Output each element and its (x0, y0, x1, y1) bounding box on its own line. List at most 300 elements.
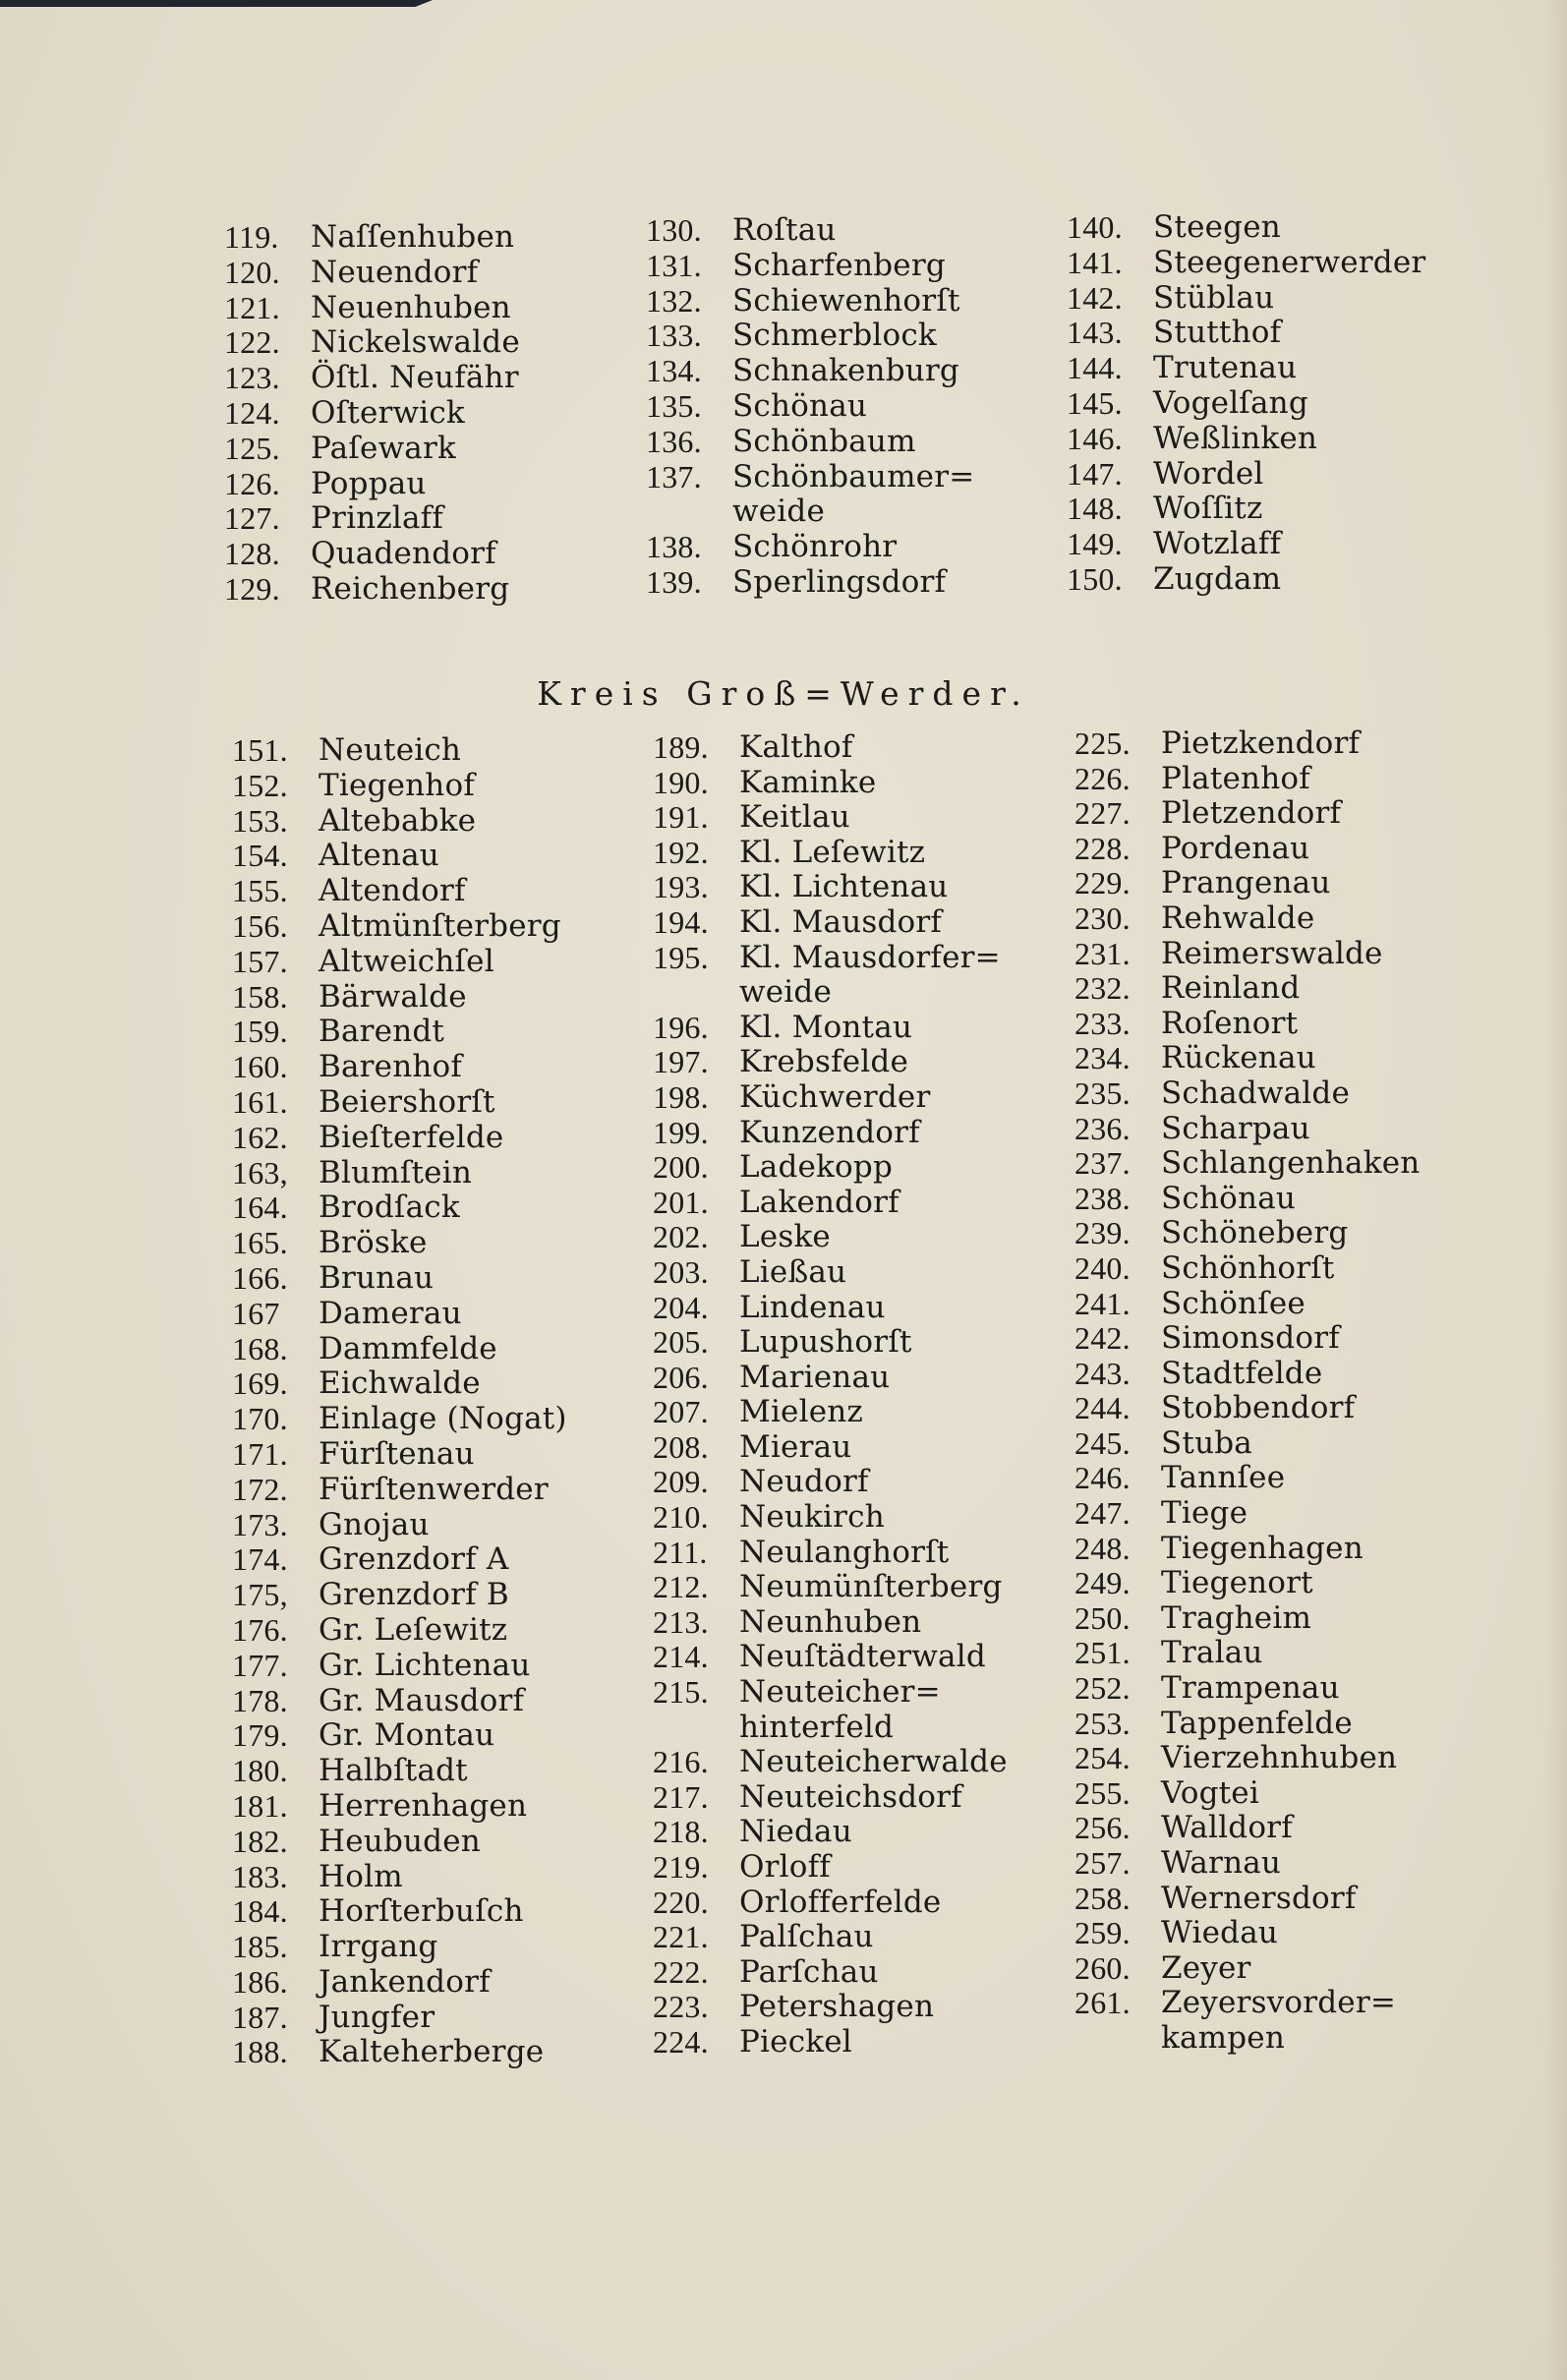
place-name: Neuendorf (311, 254, 479, 290)
place-name: Keitlau (739, 799, 850, 836)
list-item (224, 291, 520, 326)
list-item (1074, 1112, 1420, 1147)
list-item (653, 941, 1008, 976)
list-item (646, 213, 974, 249)
entry-number: 147. (1067, 455, 1123, 492)
place-name: Mierau (739, 1428, 852, 1465)
place-name: Niedau (739, 1814, 852, 1850)
entry-number: 150. (1067, 560, 1123, 597)
entry-number: 155. (232, 873, 288, 909)
place-name: Barenhof (319, 1049, 463, 1085)
list-item (653, 905, 1008, 941)
place-name: Trutenau (1153, 350, 1298, 386)
place-name: Neuteicher= (739, 1674, 941, 1711)
entry-number: 235. (1074, 1074, 1131, 1111)
place-name: Steegenerwerder (1153, 244, 1426, 280)
place-name: Pordenau (1161, 830, 1310, 866)
place-name: Tappenfelde (1161, 1705, 1353, 1741)
place-name: Zugdam (1153, 560, 1282, 597)
entry-number: 145. (1067, 384, 1123, 421)
list-item (232, 909, 567, 945)
list-item (224, 501, 520, 537)
list-item (1067, 210, 1425, 246)
place-name: Irrgang (319, 1929, 438, 1965)
entry-number: 174. (232, 1541, 288, 1578)
entry-number: 214. (653, 1639, 709, 1675)
entry-number: 255. (1074, 1774, 1131, 1811)
entry-number: 223. (653, 1989, 709, 2025)
entry-number: 120. (224, 254, 280, 290)
place-name: Rehwalde (1161, 900, 1315, 936)
list-item (653, 1465, 1008, 1500)
entry-number: 245. (1074, 1424, 1131, 1461)
entry-number: 146. (1067, 420, 1123, 456)
place-name: Grenzdorf B (319, 1577, 509, 1613)
place-name: Platenhof (1161, 760, 1310, 796)
place-name-continuation: weide (732, 493, 825, 530)
entry-number: 253. (1074, 1705, 1131, 1741)
entry-number: 128. (224, 536, 280, 572)
list-item (224, 361, 520, 396)
list-item (1074, 1146, 1420, 1182)
list-item (232, 1754, 567, 1789)
list-item (1074, 796, 1420, 832)
place-name: Orlofferfelde (739, 1884, 942, 1920)
list-item (653, 1675, 1008, 1711)
place-name-continuation: kampen (1161, 2019, 1286, 2056)
place-name: Zeyersvorder= (1161, 1985, 1397, 2021)
list-item (1074, 937, 1420, 972)
entry-number: 217. (653, 1778, 709, 1815)
entry-number: 201. (653, 1184, 709, 1220)
entry-number: 226. (1074, 760, 1131, 796)
place-name: Herrenhagen (319, 1787, 528, 1824)
place-name: Neuteicherwalde (739, 1744, 1008, 1780)
place-name: Stüblau (1153, 279, 1275, 316)
list-item (646, 389, 974, 425)
list-item (1074, 1882, 1420, 1917)
list-item (1074, 1496, 1420, 1532)
entry-number: 254. (1074, 1740, 1131, 1776)
place-name: Naſſenhuben (311, 219, 515, 255)
entry-number: 165. (232, 1225, 288, 1261)
list-item (653, 766, 1008, 801)
entry-number: 259. (1074, 1915, 1131, 1951)
entry-number: 125. (224, 430, 280, 466)
entry-number: 136. (646, 423, 702, 459)
place-name: Jungfer (319, 1999, 435, 2035)
place-name: Öſtl. Neufähr (311, 360, 519, 396)
entry-number: 177. (232, 1647, 288, 1683)
place-name: Neumünſterberg (739, 1569, 1003, 1605)
place-name: Kl. Leſewitz (739, 834, 926, 870)
entry-number: 204. (653, 1289, 709, 1325)
place-name: Horſterbuſch (319, 1893, 524, 1930)
list-item (232, 1542, 567, 1578)
entry-number: 227. (1074, 795, 1131, 832)
list-item (1067, 316, 1425, 351)
place-name: Poppau (311, 465, 427, 501)
list-item (1074, 1601, 1420, 1637)
entry-number: 198. (653, 1078, 709, 1115)
place-name: Schöneberg (1161, 1215, 1349, 1251)
entry-number: 199. (653, 1114, 709, 1150)
entry-number: 197. (653, 1044, 709, 1080)
entry-number: 186. (232, 1963, 288, 2000)
place-name: Neuſtädterwald (739, 1639, 986, 1675)
entry-number: 205. (653, 1324, 709, 1361)
place-name: Neunhuben (739, 1603, 922, 1640)
list-item (232, 1613, 567, 1649)
place-name: Küchwerder (739, 1078, 931, 1115)
place-name: Neudorf (739, 1464, 869, 1500)
place-name: Halbſtadt (319, 1753, 468, 1789)
entry-number: 211. (653, 1534, 708, 1570)
entry-number: 134. (646, 353, 702, 389)
entry-number: 173. (232, 1506, 288, 1542)
list-item (1074, 1811, 1420, 1846)
list-item (653, 1745, 1008, 1780)
list-item (1074, 1636, 1420, 1671)
list-item (646, 284, 974, 319)
list-item (232, 1508, 567, 1543)
entry-number: 144. (1067, 350, 1123, 386)
place-name: Jankendorf (319, 1963, 491, 2000)
list-item (224, 396, 520, 432)
place-name: Tragheim (1161, 1599, 1312, 1636)
entry-number: 232. (1074, 970, 1131, 1007)
list-item (1074, 1287, 1420, 1322)
place-name: Bärwalde (319, 978, 467, 1015)
place-name: Steegen (1153, 209, 1281, 245)
entry-number: 154. (232, 838, 288, 874)
place-name: Vierzehnhuben (1161, 1740, 1398, 1776)
list-item (232, 945, 567, 980)
list-item (646, 530, 974, 565)
list-item (1074, 726, 1420, 762)
entry-number: 257. (1074, 1845, 1131, 1881)
entry-number: 249. (1074, 1565, 1131, 1601)
list-item (653, 870, 1008, 905)
place-list-column (646, 213, 974, 601)
list-item (653, 1361, 1008, 1396)
list-item (653, 1395, 1008, 1430)
entry-number: 122. (224, 324, 280, 361)
list-item (232, 733, 567, 769)
entry-number: 164. (232, 1190, 288, 1226)
entry-number: 184. (232, 1893, 288, 1930)
list-item (646, 249, 974, 284)
entry-number: 192. (653, 834, 709, 870)
entry-number: 251. (1074, 1635, 1131, 1671)
entry-number: 180. (232, 1753, 288, 1789)
entry-number: 153. (232, 802, 288, 839)
entry-number: 123. (224, 360, 280, 396)
entry-number: 224. (653, 2023, 709, 2060)
list-item (1067, 562, 1425, 598)
place-name: Vogelſang (1153, 384, 1308, 421)
place-name: Petershagen (739, 1989, 935, 2025)
list-item (1074, 1846, 1420, 1882)
place-name: Schmerblock (732, 318, 937, 354)
list-item (646, 354, 974, 389)
place-name: Dammfelde (319, 1330, 497, 1366)
entry-number: 119. (224, 219, 279, 255)
list-item (1074, 1216, 1420, 1251)
entry-number: 130. (646, 212, 702, 248)
place-name: Scharpau (1161, 1110, 1310, 1146)
place-name: Bröske (319, 1225, 428, 1261)
entry-number: 172. (232, 1471, 288, 1507)
place-name: Stobbendorf (1161, 1390, 1356, 1426)
list-item (1074, 1426, 1420, 1462)
entry-number: 195. (653, 939, 709, 975)
place-name: Orloff (739, 1849, 831, 1885)
entry-number: 140. (1067, 209, 1123, 245)
entry-number: 183. (232, 1858, 288, 1894)
list-item (1074, 1182, 1420, 1217)
list-item (232, 1261, 567, 1297)
entry-number: 133. (646, 318, 702, 354)
entry-number: 157. (232, 943, 288, 979)
place-name: Ladekopp (739, 1149, 893, 1186)
entry-number: 222. (653, 1953, 709, 1990)
place-name: Tiegenort (1161, 1565, 1313, 1601)
list-item (653, 1116, 1008, 1151)
place-name: Woſſitz (1153, 491, 1263, 527)
list-item (232, 1894, 567, 1930)
place-name: Neuenhuben (311, 289, 511, 325)
entry-number: 189. (653, 729, 709, 765)
entry-number: 156. (232, 907, 288, 944)
list-item (653, 1080, 1008, 1116)
entry-number: 163, (232, 1154, 288, 1190)
list-item (1067, 281, 1425, 317)
list-item (653, 1570, 1008, 1605)
entry-number: 248. (1074, 1530, 1131, 1566)
entry-number: 190. (653, 764, 709, 800)
list-item (232, 1015, 567, 1050)
list-item (653, 1430, 1008, 1466)
place-name: Kl. Mausdorf (739, 903, 943, 940)
place-name: Schönbaum (732, 423, 916, 459)
list-item (653, 1255, 1008, 1291)
place-name: Brunau (319, 1259, 435, 1296)
place-name: Brodſack (319, 1190, 460, 1226)
entry-number: 149. (1067, 526, 1123, 562)
entry-number: 181. (232, 1787, 288, 1824)
list-item (1074, 1076, 1420, 1112)
place-name: Wotzlaff (1153, 526, 1282, 562)
entry-number: 152. (232, 767, 288, 803)
list-item (653, 1640, 1008, 1675)
list-item (1067, 422, 1425, 457)
list-item (653, 2025, 1008, 2061)
entry-number: 231. (1074, 935, 1131, 971)
list-item (224, 325, 520, 361)
list-item (232, 1578, 567, 1613)
entry-number: 158. (232, 978, 288, 1015)
place-name: Tiegenhagen (1161, 1530, 1364, 1566)
scan-edge-shadow (0, 0, 433, 7)
place-list-column (232, 733, 567, 2070)
place-name: Reinland (1161, 970, 1301, 1007)
place-name: Leske (739, 1219, 831, 1255)
entry-number: 185. (232, 1929, 288, 1965)
place-name: Kaminke (739, 764, 877, 800)
entry-number: 250. (1074, 1599, 1131, 1636)
list-item (1074, 901, 1420, 937)
place-name-continuation: weide (739, 974, 832, 1011)
list-item (232, 1825, 567, 1860)
entry-number: 218. (653, 1814, 709, 1850)
place-name: Holm (319, 1858, 403, 1894)
place-name: Schönau (1161, 1180, 1297, 1216)
entry-number: 207. (653, 1394, 709, 1430)
entry-number: 142. (1067, 279, 1123, 316)
place-name: Stuba (1161, 1424, 1252, 1461)
entry-number: 242. (1074, 1320, 1131, 1357)
place-name: Mielenz (739, 1394, 863, 1430)
list-item (1074, 1707, 1420, 1742)
place-list-column (1074, 726, 1420, 2057)
list-item (653, 1291, 1008, 1326)
list-item (646, 460, 974, 495)
list-item (224, 537, 520, 572)
entry-number: 138. (646, 529, 702, 565)
entry-number: 236. (1074, 1110, 1131, 1146)
place-name: Trampenau (1161, 1670, 1340, 1707)
place-name: Eichwalde (319, 1365, 481, 1402)
place-name: Pieckel (739, 2023, 852, 2060)
entry-number: 209. (653, 1464, 709, 1500)
entry-number: 202. (653, 1219, 709, 1255)
list-item (232, 1473, 567, 1508)
place-name: Palſchau (739, 1919, 874, 1955)
entry-number: 194. (653, 903, 709, 940)
list-item (232, 1050, 567, 1085)
entry-number: 126. (224, 465, 280, 501)
place-name: Schönhorſt (1161, 1249, 1335, 1286)
entry-number: 132. (646, 282, 702, 319)
entry-number: 129. (224, 570, 280, 607)
list-item (1067, 492, 1425, 527)
list-item (232, 2035, 567, 2070)
entry-number: 167 (232, 1295, 280, 1331)
entry-number: 166. (232, 1259, 288, 1296)
list-item (1067, 527, 1425, 562)
entry-number: 162. (232, 1119, 288, 1155)
list-item (232, 1789, 567, 1825)
list-item (653, 1780, 1008, 1816)
list-item (653, 1920, 1008, 1955)
list-item (1067, 457, 1425, 493)
entry-number: 220. (653, 1884, 709, 1920)
place-name: Lupushorſt (739, 1324, 912, 1361)
entry-number: 121. (224, 289, 280, 325)
list-item (232, 804, 567, 840)
entry-number: 188. (232, 2034, 288, 2070)
place-name: Blumſtein (319, 1154, 473, 1190)
place-name: Warnau (1161, 1845, 1282, 1881)
place-name: Schönrohr (732, 529, 898, 565)
place-name: Damerau (319, 1295, 462, 1331)
list-item (224, 432, 520, 467)
entry-number: 143. (1067, 315, 1123, 351)
list-item (653, 1955, 1008, 1991)
place-name: Altweichſel (319, 943, 494, 979)
list-item (232, 980, 567, 1016)
place-name: Krebsfelde (739, 1044, 909, 1080)
place-name: Schiewenhorſt (732, 282, 960, 319)
list-item (224, 256, 520, 291)
place-name: Tiegenhof (319, 767, 475, 803)
entry-number: 243. (1074, 1355, 1131, 1391)
list-item (1074, 866, 1420, 901)
list-item (1074, 1007, 1420, 1042)
list-item (1067, 386, 1425, 422)
place-name: Kl. Montau (739, 1009, 913, 1045)
list-item (1074, 1741, 1420, 1776)
place-name: Ließau (739, 1253, 847, 1290)
entry-number: 240. (1074, 1249, 1131, 1286)
list-item (232, 1226, 567, 1261)
list-item (224, 220, 520, 256)
entry-number: 247. (1074, 1495, 1131, 1532)
entry-number: 238. (1074, 1180, 1131, 1216)
entry-number: 179. (232, 1717, 288, 1754)
list-item (653, 800, 1008, 836)
list-item (232, 1930, 567, 1965)
list-item (232, 1297, 567, 1332)
list-item (232, 769, 567, 804)
entry-number: 230. (1074, 900, 1131, 936)
entry-number: 160. (232, 1049, 288, 1085)
entry-number: 159. (232, 1014, 288, 1050)
entry-number: 215. (653, 1674, 709, 1711)
place-name: Pietzkendorf (1161, 726, 1361, 761)
entry-number: 256. (1074, 1810, 1131, 1846)
entry-number: 139. (646, 563, 702, 600)
place-name: Weßlinken (1153, 420, 1318, 456)
list-item (653, 1886, 1008, 1921)
list-item (653, 1850, 1008, 1886)
entry-number: 168. (232, 1330, 288, 1366)
place-name: Heubuden (319, 1823, 481, 1859)
list-item (232, 874, 567, 909)
place-name: Gr. Leſewitz (319, 1611, 508, 1648)
place-name: Kl. Lichtenau (739, 869, 949, 905)
entry-number: 228. (1074, 830, 1131, 866)
entry-number: 124. (224, 394, 280, 431)
list-item (232, 1860, 567, 1895)
entry-number: 193. (653, 869, 709, 905)
list-item (232, 1684, 567, 1719)
entry-number: 252. (1074, 1670, 1131, 1707)
place-name: Tralau (1161, 1635, 1263, 1671)
place-name: Gnojau (319, 1506, 430, 1542)
place-name: Schlangenhaken (1161, 1145, 1421, 1182)
place-name: Paſewark (311, 430, 456, 466)
list-item (232, 1649, 567, 1684)
list-item (653, 1011, 1008, 1046)
place-name: Bieſterfelde (319, 1119, 504, 1155)
place-name: Roſenort (1161, 1005, 1299, 1041)
list-item (653, 1325, 1008, 1361)
entry-number: 196. (653, 1009, 709, 1045)
place-name: Vogtei (1161, 1774, 1259, 1811)
place-name: Parſchau (739, 1953, 879, 1990)
